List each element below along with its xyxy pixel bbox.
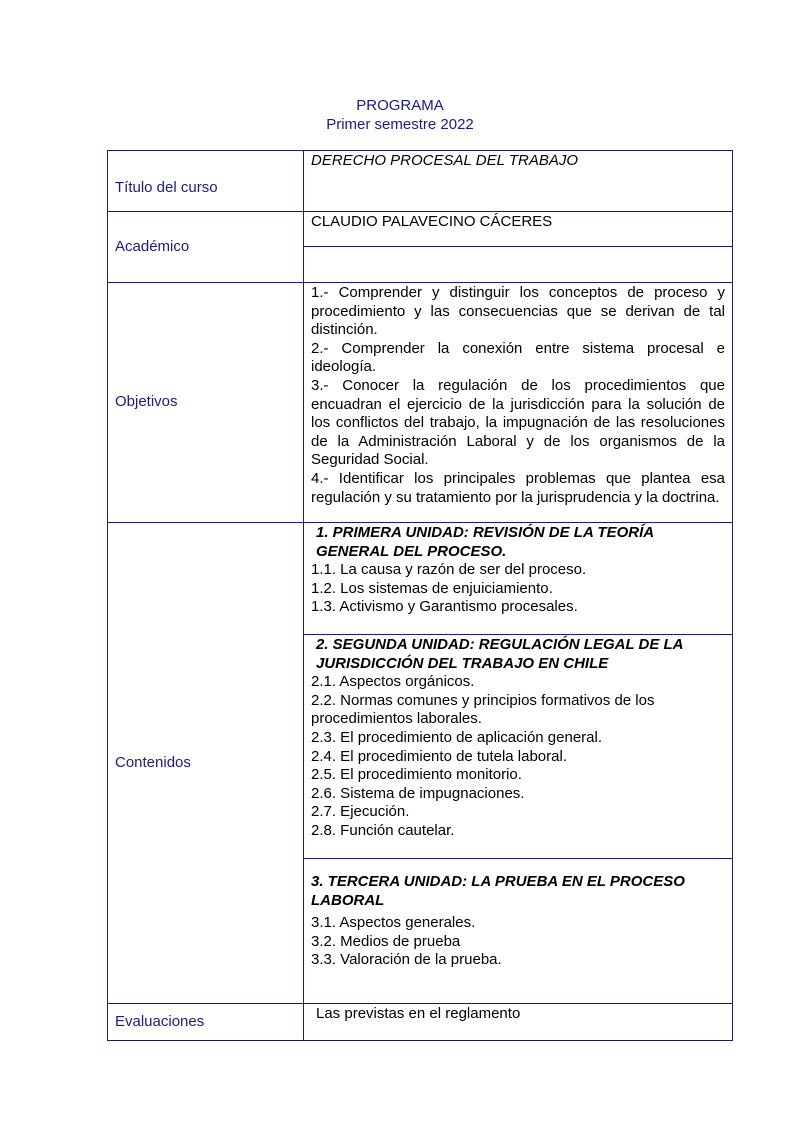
row-contenidos-1	[108, 523, 733, 635]
value-academico: CLAUDIO PALAVECINO CÁCERES	[304, 212, 733, 247]
unit-item: 2.4. El procedimiento de tutela laboral.	[311, 747, 567, 765]
label-objetivos: Objetivos	[108, 283, 304, 523]
objetivo-item: 4.- Identificar los principales problemas que plantea esa regulación y su tratamiento por la jurisprudencia y la doctrina.	[311, 469, 725, 506]
unit-item: 2.1. Aspectos orgánicos.	[311, 673, 475, 691]
unit-title: 1. PRIMERA UNIDAD: REVISIÓN DE LA TEORÍA GENERAL DEL PROCESO.	[316, 524, 654, 560]
unit-item: 1.2. Los sistemas de enjuiciamiento.	[311, 579, 553, 597]
unit-item: 3.3. Valoración de la prueba.	[311, 951, 502, 969]
row-evaluaciones	[108, 1004, 733, 1041]
unit-2	[304, 635, 733, 859]
unit-title: 3. TERCERA UNIDAD: LA PRUEBA EN EL PROCESO LABORAL	[311, 873, 685, 909]
unit-title: 2. SEGUNDA UNIDAD: REGULACIÓN LEGAL DE LA JURISDICCIÓN DEL TRABAJO EN CHILE	[316, 636, 683, 672]
label-titulo: Título del curso	[108, 151, 304, 212]
unit-item: 1.1. La causa y razón de ser del proceso.	[311, 561, 587, 579]
page-title: PROGRAMA	[356, 97, 444, 114]
value-titulo: DERECHO PROCESAL DEL TRABAJO	[304, 151, 733, 212]
row-academico-1	[108, 212, 733, 247]
unit-1	[304, 523, 733, 635]
page-subtitle: Primer semestre 2022	[326, 116, 474, 133]
unit-item: 3.2. Medios de prueba	[311, 932, 461, 950]
unit-item: 2.2. Normas comunes y principios formativos de los procedimientos laborales.	[311, 691, 655, 728]
objetivo-item: 1.- Comprender y distinguir los conceptos de proceso y procedimiento y las consecuencias que se derivan de tal distinción.	[311, 284, 725, 339]
value-evaluaciones: Las previstas en el reglamento	[304, 1004, 733, 1041]
unit-item: 2.6. Sistema de impugnaciones.	[311, 784, 525, 802]
row-objetivos	[108, 283, 733, 523]
unit-item: 3.1. Aspectos generales.	[311, 914, 476, 932]
unit-item: 2.3. El procedimiento de aplicación general.	[311, 728, 603, 746]
objetivo-item: 2.- Comprender la conexión entre sistema procesal e ideología.	[311, 339, 725, 376]
unit-item: 1.3. Activismo y Garantismo procesales.	[311, 598, 578, 616]
value-academico-blank	[304, 247, 733, 283]
row-titulo	[108, 151, 733, 212]
label-academico: Académico	[108, 212, 304, 283]
unit-item: 2.7. Ejecución.	[311, 803, 410, 821]
label-contenidos: Contenidos	[108, 523, 304, 1004]
unit-3	[304, 859, 733, 1004]
label-evaluaciones: Evaluaciones	[108, 1004, 304, 1041]
objetivo-item: 3.- Conocer la regulación de los procedimientos que encuadran el ejercicio de la jurisdicción para la solución de los conflictos del trabajo, la impugnación de las resoluciones de la Administración Laboral y de los organismos de la Seguridad Social.	[311, 376, 725, 469]
course-program-table	[107, 150, 733, 1041]
unit-item: 2.5. El procedimiento monitorio.	[311, 766, 522, 784]
objetivos-list	[304, 283, 733, 523]
unit-item: 2.8. Función cautelar.	[311, 821, 455, 839]
